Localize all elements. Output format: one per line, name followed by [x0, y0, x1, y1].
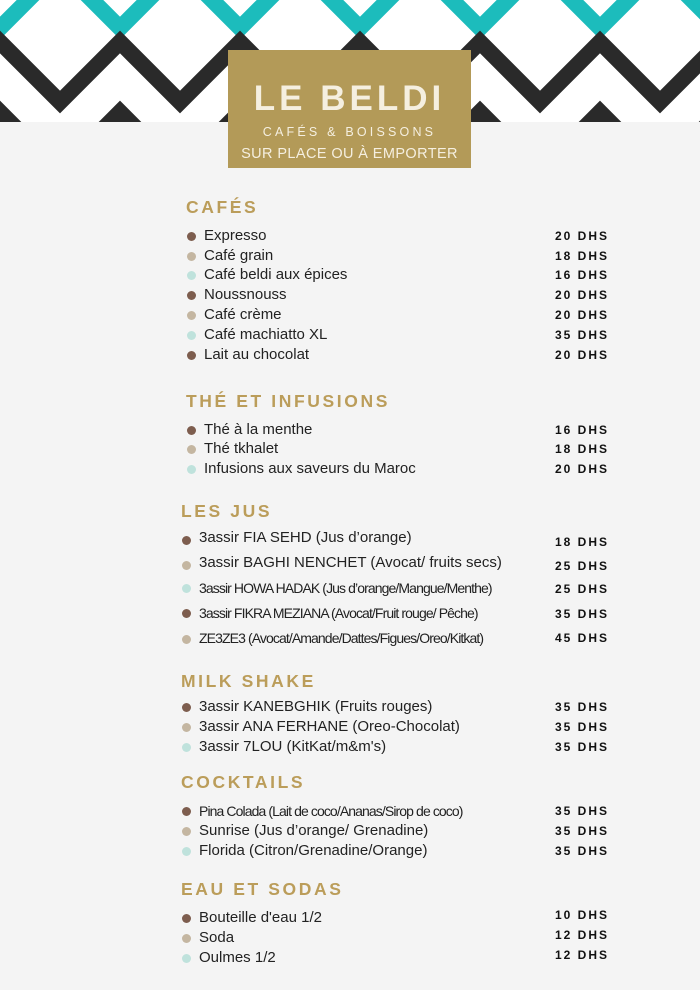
item-price: 35 DHS [555, 740, 610, 754]
bullet-dot [187, 291, 196, 300]
bullet-dot [182, 934, 191, 943]
item-price: 35 DHS [555, 824, 610, 838]
brand-subtitle: CAFÉS & BOISSONS [262, 125, 437, 139]
item-price: 16 DHS [555, 423, 610, 437]
item-name: Sunrise (Jus d’orange/ Grenadine) [199, 822, 429, 839]
section-title-les-jus: LES JUS [181, 501, 273, 521]
item-price: 20 DHS [555, 348, 610, 362]
item-name: 3assir ANA FERHANE (Oreo-Chocolat) [199, 718, 460, 735]
item-price: 12 DHS [555, 948, 610, 962]
item-price: 18 DHS [555, 535, 610, 549]
item-name: 3assir 7LOU (KitKat/m&m's) [199, 738, 387, 755]
item-price: 20 DHS [555, 308, 610, 322]
bullet-dot [182, 807, 191, 816]
section-title-eau-sodas: EAU ET SODAS [181, 879, 344, 899]
item-name: 3assir FIKRA MEZIANA (Avocat/Fruit rouge/ Pêche) [199, 605, 478, 621]
item-name: Soda [199, 929, 235, 946]
bullet-dot [187, 232, 196, 241]
section-title-cafes: CAFÉS [186, 197, 259, 217]
item-price: 35 DHS [555, 804, 610, 818]
item-name: 3assir FIA SEHD (Jus d’orange) [199, 529, 412, 546]
section-title-cocktails: COCKTAILS [181, 772, 306, 792]
item-name: Expresso [204, 227, 267, 244]
item-name: Lait au chocolat [204, 346, 310, 363]
logo-box [228, 50, 471, 168]
item-price: 12 DHS [555, 928, 610, 942]
item-price: 20 DHS [555, 462, 610, 476]
item-name: Thé à la menthe [204, 421, 313, 438]
bullet-dot [187, 426, 196, 435]
item-name: 3assir KANEBGHIK (Fruits rouges) [199, 698, 433, 715]
item-price: 35 DHS [555, 328, 610, 342]
item-price: 20 DHS [555, 229, 610, 243]
section-title-the-infusions: THÉ ET INFUSIONS [186, 391, 390, 411]
item-price: 16 DHS [555, 268, 610, 282]
brand-tagline: SUR PLACE OU À EMPORTER [241, 146, 458, 162]
item-name: Thé tkhalet [204, 440, 279, 457]
item-name: ZE3ZE3 (Avocat/Amande/Dattes/Figues/Oreo/Kitkat) [199, 630, 484, 646]
item-name: Café grain [204, 247, 274, 264]
bullet-dot [187, 351, 196, 360]
bullet-dot [182, 703, 191, 712]
item-price: 18 DHS [555, 249, 610, 263]
item-price: 10 DHS [555, 908, 610, 922]
bullet-dot [182, 584, 191, 593]
bullet-dot [187, 445, 196, 454]
item-price: 45 DHS [555, 631, 610, 645]
item-name: Noussnouss [204, 286, 287, 303]
item-price: 25 DHS [555, 559, 610, 573]
bullet-dot [182, 954, 191, 963]
bullet-dot [182, 561, 191, 570]
item-name: Café machiatto XL [204, 326, 328, 343]
item-name: Florida (Citron/Grenadine/Orange) [199, 842, 428, 859]
bullet-dot [182, 847, 191, 856]
item-price: 35 DHS [555, 844, 610, 858]
item-name: Bouteille d'eau 1/2 [199, 909, 322, 926]
item-name: 3assir HOWA HADAK (Jus d’orange/Mangue/Menthe) [199, 580, 492, 596]
item-price: 35 DHS [555, 720, 610, 734]
item-price: 20 DHS [555, 288, 610, 302]
item-name: Café crème [204, 306, 282, 323]
section-title-milk-shake: MILK SHAKE [181, 671, 316, 691]
item-name: Oulmes 1/2 [199, 949, 276, 966]
bullet-dot [182, 635, 191, 644]
bullet-dot [182, 827, 191, 836]
item-name: Café beldi aux épices [204, 266, 348, 283]
bullet-dot [187, 311, 196, 320]
item-price: 35 DHS [555, 700, 610, 714]
item-price: 25 DHS [555, 582, 610, 596]
item-name: 3assir BAGHI NENCHET (Avocat/ fruits secs) [199, 554, 502, 571]
item-price: 18 DHS [555, 442, 610, 456]
bullet-dot [187, 252, 196, 261]
bullet-dot [182, 914, 191, 923]
item-name: Infusions aux saveurs du Maroc [204, 460, 416, 477]
brand-name: LE BELDI [253, 79, 446, 118]
bullet-dot [187, 271, 196, 280]
bullet-dot [182, 609, 191, 618]
item-name: Pina Colada (Lait de coco/Ananas/Sirop de coco) [199, 803, 463, 819]
bullet-dot [182, 743, 191, 752]
bullet-dot [182, 536, 191, 545]
bullet-dot [182, 723, 191, 732]
bullet-dot [187, 331, 196, 340]
bullet-dot [187, 465, 196, 474]
item-price: 35 DHS [555, 607, 610, 621]
